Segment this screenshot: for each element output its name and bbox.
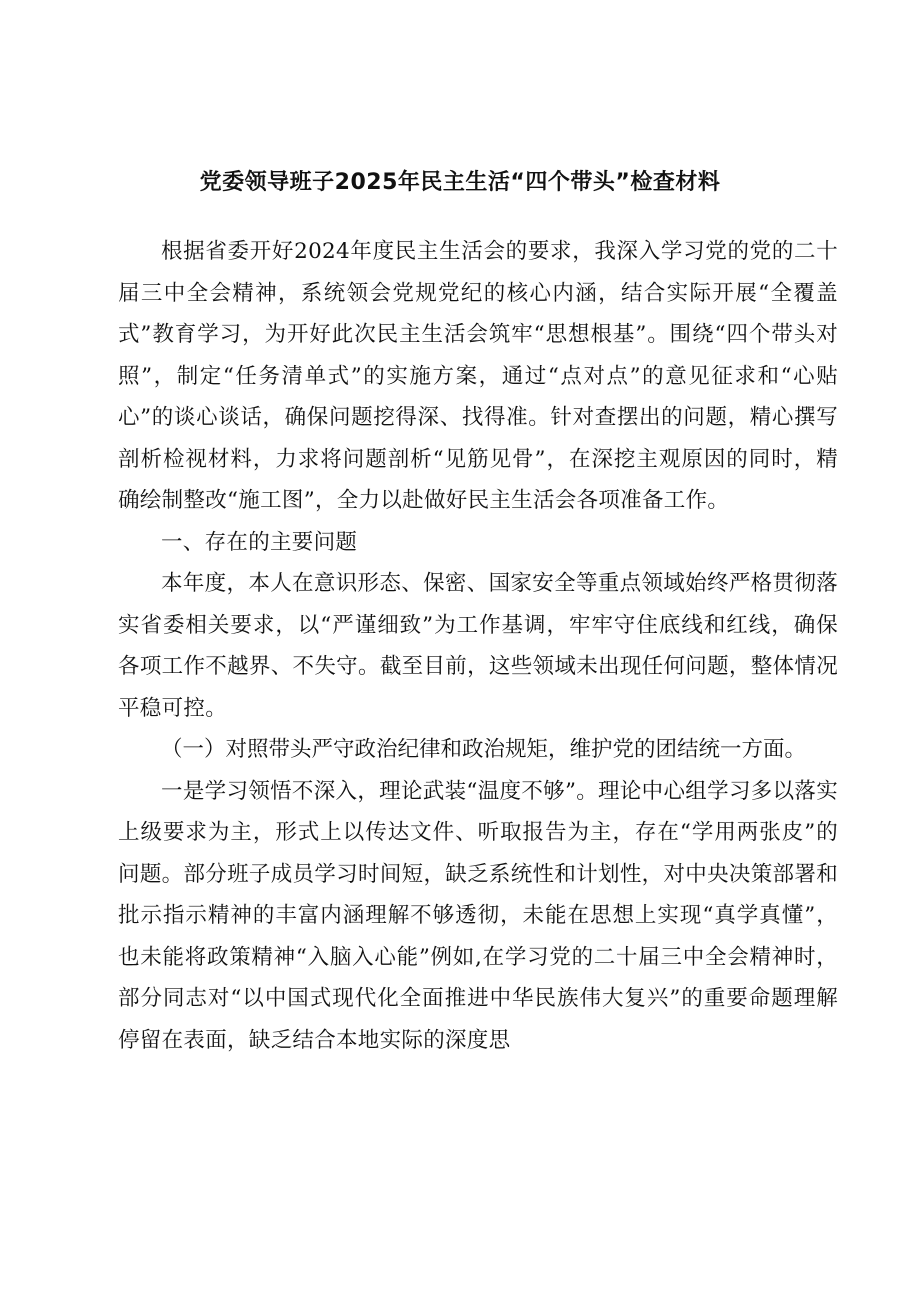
document-body (118, 231, 838, 1061)
subsection-heading-political-discipline: （一）对照带头严守政治纪律和政治规矩，维护党的团结统一方面。 (161, 737, 807, 762)
section-heading-existing-problems: 一、存在的主要问题 (161, 529, 358, 555)
document-title: 党委领导班子2025年民主生活“四个带头”检查材料 (199, 170, 721, 195)
section-paragraph: 本年度，本人在意识形态、保密、国家安全等重点领域始终严格贯彻落实省委相关要求，以“严谨细致”为工作基调，牢牢守住底线和红线，确保各项工作不越界、不失守。截至目前，这些领域未出现任何问题，整体情况平稳可控。 (118, 571, 838, 721)
subsection-paragraph: 一是学习领悟不深入，理论武装“温度不够”。理论中心组学习多以落实上级要求为主，形式上以传达文件、听取报告为主，存在“学用两张皮”的问题。部分班子成员学习时间短，缺乏系统性和计划性，对中央决策部署和批示指示精神的丰富内涵理解不够透彻，未能在思想上实现“真学真懂”，也未能将政策精神“入脑入心能”例如,在学习党的二十届三中全会精神时，部分同志对“以中国式现代化全面推进中华民族伟大复兴”的重要命题理解停留在表面，缺乏结合本地实际的深度思 (118, 778, 838, 1053)
intro-paragraph: 根据省委开好2024年度民主生活会的要求，我深入学习党的党的二十届三中全会精神，系统领会党规党纪的核心内涵，结合实际开展“全覆盖式”教育学习，为开好此次民主生活会筑牢“思想根基”。围绕“四个带头对照”，制定“任务清单式”的实施方案，通过“点对点”的意见征求和“心贴心”的谈心谈话，确保问题挖得深、找得准。针对查摆出的问题，精心撰写剖析检视材料，力求将问题剖析“见筋见骨”，在深挖主观原因的同时，精确绘制整改“施工图”，全力以赴做好民主生活会各项准备工作。 (118, 239, 838, 513)
